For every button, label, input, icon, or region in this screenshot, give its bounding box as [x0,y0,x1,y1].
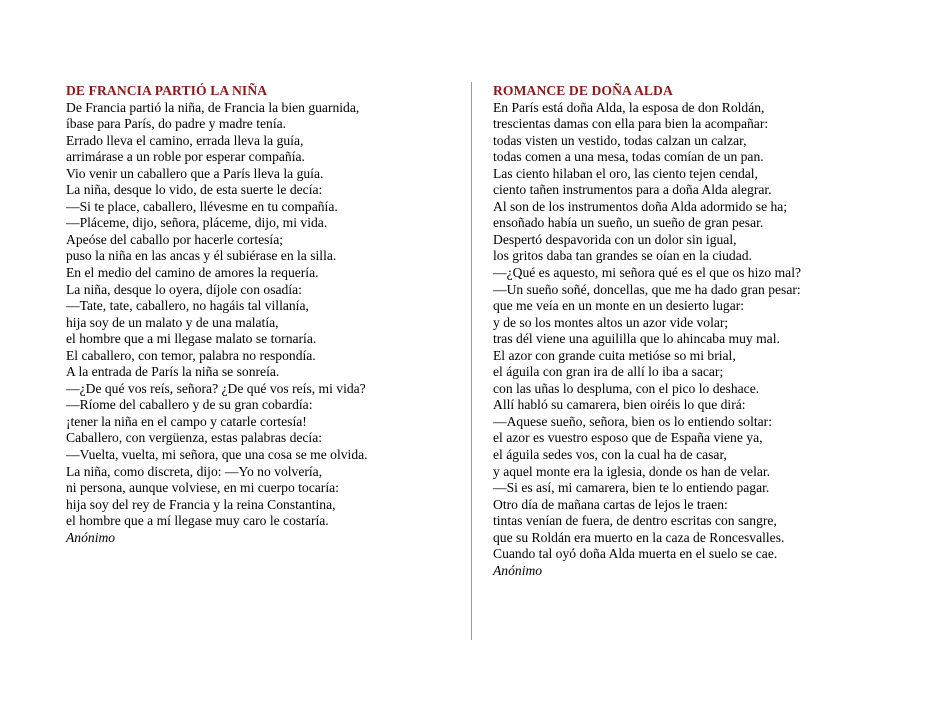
poem-line: arrimárase a un roble por esperar compañía. [66,149,305,165]
poem-line: el águila sedes vos, con la cual ha de casar, [493,447,727,463]
poem-line: A la entrada de París la niña se sonreía. [66,364,280,380]
poem-line: Al son de los instrumentos doña Alda adormido se ha; [493,198,788,214]
poem-line: La niña, desque lo oyera, díjole con osadía: [66,281,302,297]
poem-line: tras dél viene una aguililla que lo ahincaba muy mal. [493,331,780,347]
poem-line: —¿De qué vos reís, señora? ¿De qué vos reís, mi vida? [66,380,366,396]
poem-line: los gritos daba tan grandes se oían en la ciudad. [493,248,752,264]
poem-line: La niña, como discreta, dijo: —Yo no volvería, [66,463,323,479]
poem-line: Errado lleva el camino, errada lleva la guía, [66,132,304,148]
poem-body [66,100,466,530]
poem-line: Las ciento hilaban el oro, las ciento tejen cendal, [493,165,758,181]
poem-line: el águila con gran ira de allí lo iba a sacar; [493,364,724,380]
poem-line: —Si es así, mi camarera, bien te lo entiendo pagar. [493,480,770,496]
poem-line: que su Roldán era muerto en la caza de Roncesvalles. [493,529,785,545]
poem-line: trescientas damas con ella para bien la acompañar: [493,116,769,132]
poem-line: hija soy de un malato y de una malatía, [66,314,279,330]
poem-line: Apeóse del caballo por hacerle cortesía; [66,231,284,247]
poem-left [66,83,466,546]
poem-line: Vio venir un caballero que a París lleva la guía. [66,165,324,181]
poem-line: En el medio del camino de amores la requería. [66,265,319,281]
poem-title: DE FRANCIA PARTIÓ LA NIÑA [66,83,268,98]
poem-line: el hombre que a mi llegase malato se tornaría. [66,331,317,347]
poem-line: Allí habló su camarera, bien oiréis lo que dirá: [493,397,746,413]
poem-title: ROMANCE DE DOÑA ALDA [493,83,673,98]
poem-line: todas visten un vestido, todas calzan un calzar, [493,132,747,148]
poem-line: —Vuelta, vuelta, mi señora, que una cosa se me olvida. [66,447,368,463]
poem-line: La niña, desque lo vido, de esta suerte le decía: [66,182,323,198]
poem-line: —Si te place, caballero, llévesme en tu compañía. [66,198,338,214]
poem-line: Otro día de mañana cartas de lejos le traen: [493,496,728,512]
poem-line: tintas venían de fuera, de dentro escritas con sangre, [493,513,777,529]
poem-line: —¿Qué es aquesto, mi señora qué es el que os hizo mal? [493,265,802,281]
poem-line: El azor con grande cuita metióse so mi brial, [493,347,736,363]
poem-line: y de so los montes altos un azor vide volar; [493,314,729,330]
poem-line: ciento tañen instrumentos para a doña Alda alegrar. [493,182,772,198]
poem-line: ni persona, aunque volviese, en mi cuerpo tocaría: [66,480,339,496]
poem-line: Cuando tal oyó doña Alda muerta en el suelo se cae. [493,546,778,562]
poem-line: ensoñado había un sueño, un sueño de gran pesar. [493,215,764,231]
poem-line: —Ríome del caballero y de su gran cobardía: [66,397,313,413]
column-divider [471,82,472,640]
poem-line: íbase para París, do padre y madre tenía. [66,116,287,132]
poem-line: —Tate, tate, caballero, no hagáis tal villanía, [66,298,309,314]
poem-author: Anónimo [493,562,543,578]
poem-line: hija soy del rey de Francia y la reina Constantina, [66,496,336,512]
poem-line: todas comen a una mesa, todas comían de un pan. [493,149,764,165]
poem-line: —Un sueño soñé, doncellas, que me ha dado gran pesar: [493,281,801,297]
poem-line: El caballero, con temor, palabra no respondía. [66,347,316,363]
poem-line: En París está doña Alda, la esposa de don Roldán, [493,99,765,115]
poem-line: —Aquese sueño, señora, bien os lo entiendo soltar: [493,413,772,429]
poem-line: que me veía en un monte en un desierto lugar: [493,298,745,314]
poem-line: con las uñas lo despluma, con el pico lo deshace. [493,380,760,396]
poem-line: puso la niña en las ancas y él subiérase en la silla. [66,248,337,264]
poem-line: De Francia partió la niña, de Francia la bien guarnida, [66,99,360,115]
poem-line: Caballero, con vergüenza, estas palabras decía: [66,430,323,446]
poem-line: Despertó despavorida con un dolor sin igual, [493,231,737,247]
poem-line: el azor es vuestro esposo que de España viene ya, [493,430,763,446]
poem-line: y aquel monte era la iglesia, donde os han de velar. [493,463,771,479]
poem-line: —Pláceme, dijo, señora, pláceme, dijo, mi vida. [66,215,328,231]
poem-author: Anónimo [66,529,116,545]
poem-body [493,100,913,563]
poem-right [493,83,913,579]
poem-line: el hombre que a mí llegase muy caro le costaría. [66,513,329,529]
poem-line: ¡tener la niña en el campo y catarle cortesía! [66,413,307,429]
